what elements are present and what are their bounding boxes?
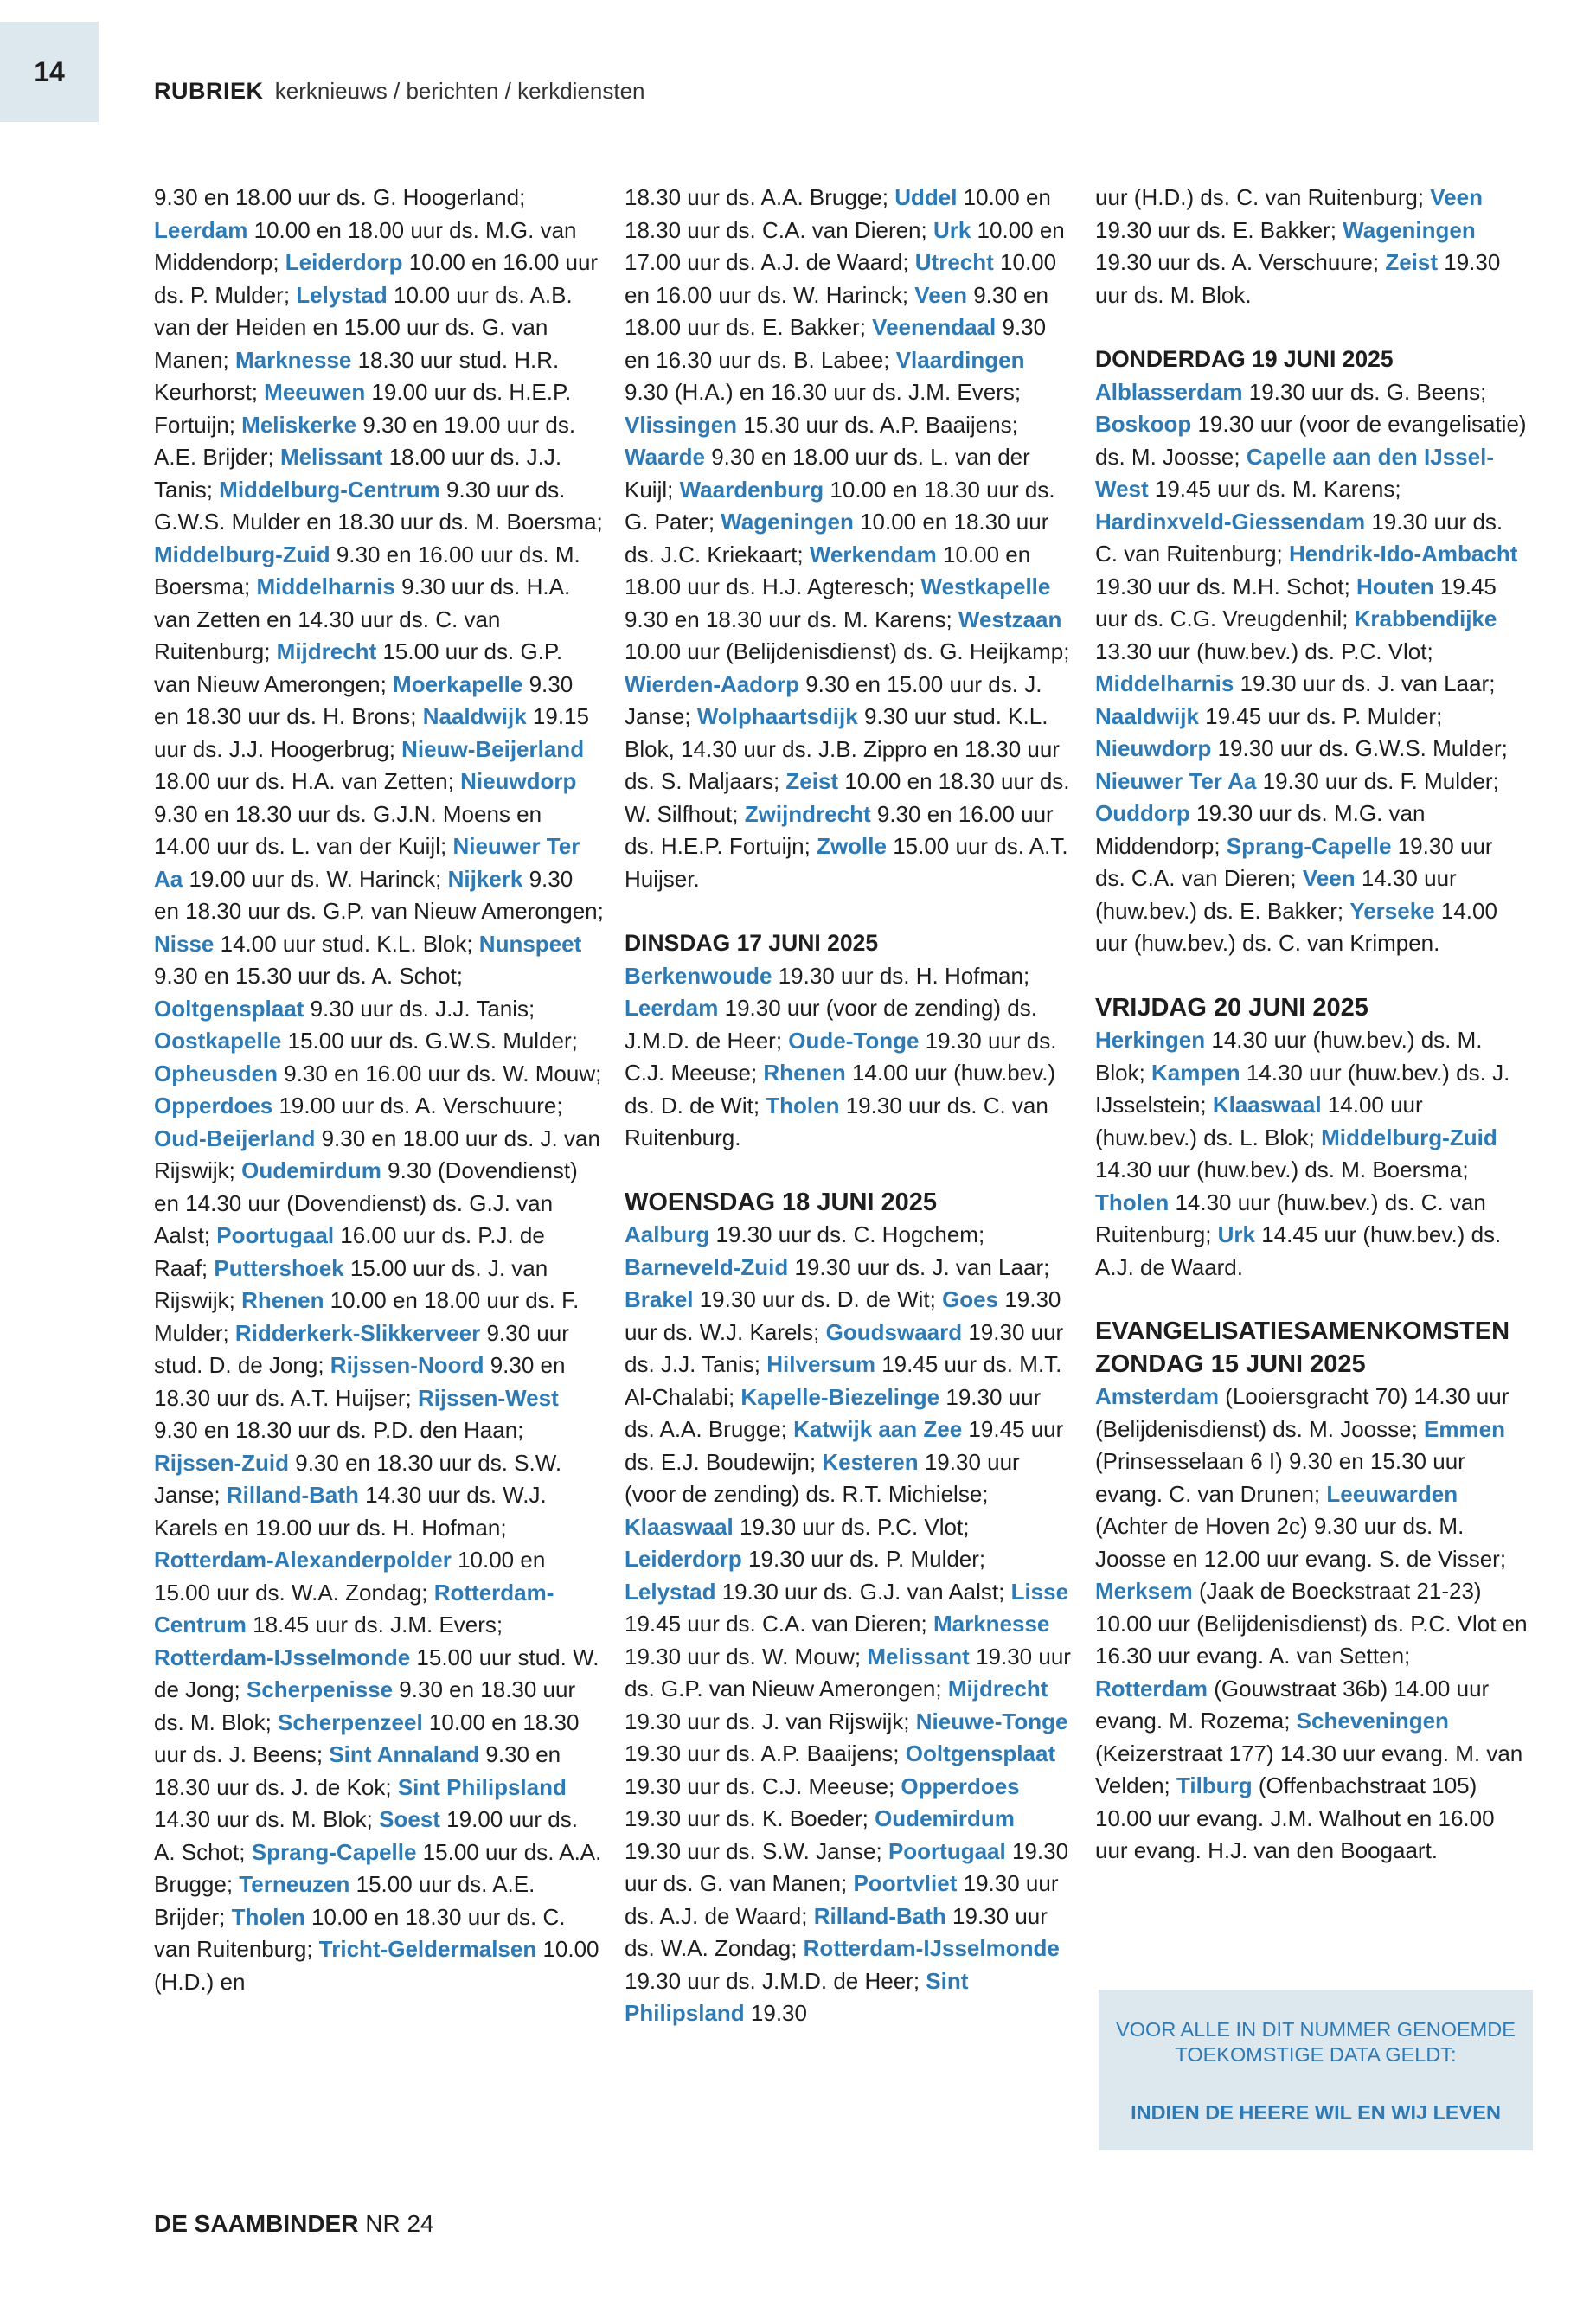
day-heading: WOENSDAG 18 JUNI 2025	[625, 1188, 938, 1216]
place-name: Naaldwijk	[1095, 702, 1199, 729]
place-name: Oudemirdum	[241, 1157, 381, 1183]
service-listing: Amsterdam (Looiersgracht 70) 14.30 uur (Belijdenisdienst) ds. M. Joosse; Emmen (Prinsesselaan 6 I) 9.30 en 15.30 uur evang. C. van Drunen; Leeuwarden (Achter de Hoven 2c) 9.30 uur ds. M. Joosse en 12.00 uur evang. S. de Visser; Merksem (Jaak de Boeckstraat 21-23) 10.00 uur (Belijdenisdienst) ds. P.C. Vlot en 16.30 uur evang. A. van Setten; Rotterdam (Gouwstraat 36b) 14.00 uur evang. M. Rozema; Scheveningen (Keizerstraat 177) 14.30 uur evang. M. van Velden; Tilburg (Offenbachstraat 105) 10.00 uur evang. J.M. Walhout en 16.00 uur evang. H.J. van den Boogaart.	[1095, 1383, 1528, 1863]
place-name: Nieuw-Beijerland	[401, 735, 585, 762]
service-listing: Berkenwoude 19.30 uur ds. H. Hofman; Leerdam 19.30 uur (voor de zending) ds. J.M.D. de Heer; Oude-Tonge 19.30 uur ds. C.J. Meeuse; Rhenen 14.00 uur (huw.bev.) ds. D. de Wit; Tholen 19.30 uur ds. C. van Ruitenburg.	[625, 962, 1057, 1150]
place-name: Veen	[1430, 184, 1483, 210]
place-name: Leiderdorp	[625, 1546, 742, 1572]
place-name: Tilburg	[1176, 1772, 1253, 1798]
place-name: Tholen	[231, 1903, 305, 1930]
place-name: Rilland-Bath	[813, 1902, 946, 1929]
place-name: Herkingen	[1095, 1027, 1206, 1053]
place-name: Houten	[1356, 573, 1434, 599]
place-name: Leerdam	[154, 216, 248, 243]
place-name: Rotterdam-Alexanderpolder	[154, 1547, 452, 1573]
place-name: Lelystad	[296, 281, 388, 308]
day-heading: DONDERDAG 19 JUNI 2025	[1095, 346, 1394, 372]
place-name: Scherpenzeel	[278, 1708, 423, 1735]
place-name: Wolphaartsdijk	[696, 703, 858, 729]
place-name: Rotterdam-IJsselmonde	[803, 1935, 1060, 1961]
place-name: Rotterdam-IJsselmonde	[154, 1644, 411, 1670]
place-name: Ooltgensplaat	[905, 1740, 1056, 1766]
place-name: Middelharnis	[256, 574, 395, 599]
place-name: Zwijndrecht	[744, 800, 871, 827]
place-name: Merksem	[1095, 1578, 1193, 1604]
place-name: Soest	[379, 1806, 440, 1832]
place-name: Urk	[1217, 1221, 1256, 1247]
place-name: Vlissingen	[625, 411, 738, 438]
place-name: Alblasserdam	[1095, 378, 1243, 405]
place-name: Klaaswaal	[1212, 1092, 1322, 1118]
place-name: Nisse	[154, 930, 215, 957]
place-name: Zeist	[1385, 249, 1439, 275]
place-name: Wierden-Aadorp	[625, 670, 799, 697]
place-name: Boskoop	[1095, 411, 1192, 437]
place-name: Nieuwe-Tonge	[915, 1708, 1068, 1734]
place-name: Lelystad	[625, 1578, 716, 1605]
place-name: Scheveningen	[1296, 1708, 1449, 1734]
place-name: Opheusden	[154, 1060, 279, 1086]
place-name: Nieuwer Ter Aa	[1095, 767, 1257, 794]
service-listing: Aalburg 19.30 uur ds. C. Hogchem; Barneveld-Zuid 19.30 uur ds. J. van Laar; Brakel 19.30 uur ds. D. de Wit; Goes 19.30 uur ds. W.J. Karels; Goudswaard 19.30 uur ds. J.J. Tanis; Hilversum 19.45 uur ds. M.T. Al-Chalabi; Kapelle-Biezelinge 19.30 uur ds. A.A. Brugge; Katwijk aan Zee 19.45 uur ds. E.J. Boudewijn; Kesteren 19.30 uur (voor de zending) ds. R.T. Michielse; Klaaswaal 19.30 uur ds. P.C. Vlot; Leiderdorp 19.30 uur ds. P. Mulder; Lelystad 19.30 uur ds. G.J. van Aalst; Lisse 19.45 uur ds. C.A. van Dieren; Marknesse 19.30 uur ds. W. Mouw; Melissant 19.30 uur ds. G.P. van Nieuw Amerongen; Mijdrecht 19.30 uur ds. J. van Rijswijk; Nieuwe-Tonge 19.30 uur ds. A.P. Baaijens; Ooltgensplaat 19.30 uur ds. C.J. Meeuse; Opperdoes 19.30 uur ds. K. Boeder; Oudemirdum 19.30 uur ds. S.W. Janse; Poortugaal 19.30 uur ds. G. van Manen; Poortvliet 19.30 uur ds. A.J. de Waard; Rilland-Bath 19.30 uur ds. W.A. Zondag; Rotterdam-IJsselmonde 19.30 uur ds. J.M.D. de Heer; Sint Philipsland 19.30	[625, 1221, 1071, 2026]
place-name: Opperdoes	[154, 1093, 273, 1118]
place-name: Melissant	[867, 1643, 970, 1670]
day-heading: VRIJDAG 20 JUNI 2025	[1095, 993, 1368, 1022]
place-name: Berkenwoude	[625, 962, 772, 989]
place-name: Rilland-Bath	[226, 1482, 359, 1508]
place-name: Melissant	[279, 444, 383, 470]
place-name: Rotterdam	[1095, 1675, 1208, 1702]
place-name: Utrecht	[914, 249, 994, 275]
place-name: Westzaan	[958, 606, 1062, 632]
place-name: Naaldwijk	[422, 703, 527, 729]
place-name: Aalburg	[625, 1221, 710, 1247]
place-name: Capelle aan den IJssel-West	[1095, 443, 1494, 502]
footer	[154, 2210, 434, 2238]
place-name: Ooltgensplaat	[154, 995, 304, 1022]
place-name: Tholen	[1095, 1189, 1170, 1215]
place-name: Veen	[1302, 865, 1356, 891]
place-name: Marknesse	[933, 1611, 1050, 1637]
place-name: Poortvliet	[853, 1870, 958, 1896]
place-name: Nieuwdorp	[460, 768, 577, 794]
place-name: Vlaardingen	[895, 346, 1025, 373]
service-listing: 9.30 en 18.00 uur ds. G. Hoogerland; Leerdam 10.00 en 18.00 uur ds. M.G. van Middendorp; Leiderdorp 10.00 en 16.00 uur ds. P. Mulder; Lelystad 10.00 uur ds. A.B. van der Heiden en 15.00 uur ds. G. van Manen; Marknesse 18.30 uur stud. H.R. Keurhorst; Meeuwen 19.00 uur ds. H.E.P. Fortuijn; Meliskerke 9.30 en 19.00 uur ds. A.E. Brijder; Melissant 18.00 uur ds. J.J. Tanis; Middelburg-Centrum 9.30 uur ds. G.W.S. Mulder en 18.30 uur ds. M. Boersma; Middelburg-Zuid 9.30 en 16.00 uur ds. M. Boersma; Middelharnis 9.30 uur ds. H.A. van Zetten en 14.30 uur ds. C. van Ruitenburg; Mijdrecht 15.00 uur ds. G.P. van Nieuw Amerongen; Moerkapelle 9.30 en 18.30 uur ds. H. Brons; Naaldwijk 19.15 uur ds. J.J. Hoogerbrug; Nieuw-Beijerland 18.00 uur ds. H.A. van Zetten; Nieuwdorp 9.30 en 18.30 uur ds. G.J.N. Moens en 14.00 uur ds. L. van der Kuijl; Nieuwer Ter Aa 19.00 uur ds. W. Harinck; Nijkerk 9.30 en 18.30 uur ds. G.P. van Nieuw Amerongen; Nisse 14.00 uur stud. K.L. Blok; Nunspeet 9.30 en 15.30 uur ds. A. Schot; Ooltgensplaat 9.30 uur ds. J.J. Tanis; Oostkapelle 15.00 uur ds. G.W.S. Mulder; Opheusden 9.30 en 16.00 uur ds. W. Mouw; Opperdoes 19.00 uur ds. A. Verschuure; Oud-Beijerland 9.30 en 18.00 uur ds. J. van Rijswijk; Oudemirdum 9.30 (Dovendienst) en 14.30 uur (Dovendienst) ds. G.J. van Aalst; Poortugaal 16.00 uur ds. P.J. de Raaf; Puttershoek 15.00 uur ds. J. van Rijswijk; Rhenen 10.00 en 18.00 uur ds. F. Mulder; Ridderkerk-Slikkerveer 9.30 uur stud. D. de Jong; Rijssen-Noord 9.30 en 18.30 uur ds. A.T. Huijser; Rijssen-West 9.30 en 18.30 uur ds. P.D. den Haan; Rijssen-Zuid 9.30 en 18.30 uur ds. S.W. Janse; Rilland-Bath 14.30 uur ds. W.J. Karels en 19.00 uur ds. H. Hofman; Rotterdam-Alexanderpolder 10.00 en 15.00 uur ds. W.A. Zondag; Rotterdam-Centrum 18.45 uur ds. J.M. Evers; Rotterdam-IJsselmonde 15.00 uur stud. W. de Jong; Scherpenisse 9.30 en 18.30 uur ds. M. Blok; Scherpenzeel 10.00 en 18.30 uur ds. J. Beens; Sint Annaland 9.30 en 18.30 uur ds. J. de Kok; Sint Philipsland 14.30 uur ds. M. Blok; Soest 19.00 uur ds. A. Schot; Sprang-Capelle 15.00 uur ds. A.A. Brugge; Terneuzen 15.00 uur ds. A.E. Brijder; Tholen 10.00 en 18.30 uur ds. C. van Ruitenburg; Tricht-Geldermalsen 10.00 (H.D.) en	[154, 184, 604, 1995]
notice-emphasis: INDIEN DE HEERE WIL EN WIJ LEVEN	[1131, 2101, 1501, 2124]
place-name: Barneveld-Zuid	[625, 1253, 789, 1280]
place-name: Poortugaal	[216, 1222, 335, 1248]
place-name: Mijdrecht	[947, 1676, 1048, 1702]
place-name: Leeuwarden	[1326, 1480, 1458, 1507]
place-name: Westkapelle	[920, 574, 1051, 599]
page-number: 14	[34, 55, 65, 87]
place-name: Leerdam	[625, 995, 719, 1021]
place-name: Hardinxveld-Giessendam	[1095, 508, 1366, 535]
place-name: Kampen	[1151, 1059, 1240, 1086]
place-name: Nijkerk	[447, 865, 523, 892]
place-name: Middelharnis	[1095, 670, 1234, 696]
place-name: Oudemirdum	[875, 1805, 1015, 1831]
place-name: Urk	[933, 216, 971, 243]
column-2	[625, 182, 1074, 2030]
place-name: Veenendaal	[872, 314, 997, 340]
place-name: Kesteren	[822, 1448, 919, 1475]
place-name: Klaaswaal	[625, 1513, 734, 1540]
place-name: Brakel	[625, 1286, 694, 1312]
service-listing: Herkingen 14.30 uur (huw.bev.) ds. M. Blok; Kampen 14.30 uur (huw.bev.) ds. J. IJsselstein; Klaaswaal 14.00 uur (huw.bev.) ds. L. Blok; Middelburg-Zuid 14.30 uur (huw.bev.) ds. M. Boersma; Tholen 14.30 uur (huw.bev.) ds. C. van Ruitenburg; Urk 14.45 uur (huw.bev.) ds. A.J. de Waard.	[1095, 1027, 1510, 1280]
place-name: Zwolle	[817, 833, 887, 859]
place-name: Waardenburg	[679, 476, 824, 503]
place-name: Ouddorp	[1095, 800, 1190, 826]
place-name: Rhenen	[241, 1287, 324, 1313]
place-name: Hilversum	[766, 1351, 875, 1377]
place-name: Scherpenisse	[246, 1676, 394, 1702]
place-name: Kapelle-Biezelinge	[740, 1383, 940, 1410]
place-name: Marknesse	[234, 346, 352, 373]
place-name: Zeist	[785, 768, 839, 794]
place-name: Sprang-Capelle	[251, 1838, 417, 1865]
place-name: Goes	[942, 1286, 999, 1312]
place-name: Katwijk aan Zee	[793, 1416, 963, 1442]
section-header	[154, 78, 645, 105]
section-subtitle: kerknieuws / berichten / kerkdiensten	[274, 78, 645, 104]
place-name: Emmen	[1424, 1415, 1505, 1442]
page-number-tab	[0, 22, 99, 122]
place-name: Wageningen	[721, 509, 854, 535]
place-name: Rijssen-Noord	[330, 1352, 484, 1378]
place-name: Middelburg-Centrum	[219, 476, 440, 503]
place-name: Middelburg-Zuid	[1321, 1124, 1497, 1150]
place-name: Moerkapelle	[393, 670, 523, 697]
place-name: Amsterdam	[1095, 1383, 1220, 1409]
notice-box	[1099, 1990, 1533, 2150]
place-name: Yerseke	[1349, 897, 1435, 924]
place-name: Mijdrecht	[276, 638, 377, 664]
place-name: Rhenen	[763, 1060, 846, 1086]
place-name: Oostkapelle	[154, 1028, 282, 1054]
section-label: RUBRIEK	[154, 78, 264, 104]
place-name: Waarde	[625, 444, 705, 470]
column-1	[154, 182, 604, 1998]
place-name: Rotterdam-Centrum	[154, 1579, 554, 1638]
place-name: Oud-Beijerland	[154, 1125, 316, 1151]
place-name: Tricht-Geldermalsen	[318, 1936, 537, 1962]
place-name: Middelburg-Zuid	[154, 541, 330, 567]
place-name: Sint Philipsland	[625, 1967, 969, 2026]
footer-publication: DE SAAMBINDER	[154, 2210, 359, 2237]
day-heading: EVANGELISATIESAMENKOMSTEN	[1095, 1317, 1510, 1345]
place-name: Nieuwdorp	[1095, 735, 1212, 761]
place-name: Werkendam	[809, 541, 937, 567]
notice-text: VOOR ALLE IN DIT NUMMER GENOEMDE TOEKOMSTIGE DATA GELDT:	[1116, 2018, 1516, 2066]
place-name: Nieuwer Ter Aa	[154, 833, 580, 892]
day-heading: ZONDAG 15 JUNI 2025	[1095, 1349, 1366, 1378]
place-name: Ridderkerk-Slikkerveer	[234, 1319, 481, 1346]
place-name: Leiderdorp	[285, 249, 403, 275]
place-name: Rijssen-West	[417, 1384, 559, 1411]
place-name: Rijssen-Zuid	[154, 1449, 290, 1476]
place-name: Krabbendijke	[1354, 606, 1497, 631]
footer-issue: NR 24	[358, 2210, 434, 2237]
place-name: Meliskerke	[241, 411, 357, 438]
place-name: Puttershoek	[214, 1254, 344, 1281]
place-name: Opperdoes	[901, 1772, 1020, 1799]
place-name: Goudswaard	[825, 1318, 963, 1345]
service-listing: uur (H.D.) ds. C. van Ruitenburg; Veen 19.30 uur ds. E. Bakker; Wageningen 19.30 uur ds. A. Verschuure; Zeist 19.30 uur ds. M. Blok.	[1095, 184, 1501, 308]
place-name: Hendrik-Ido-Ambacht	[1289, 541, 1518, 567]
service-listing: Alblasserdam 19.30 uur ds. G. Beens; Boskoop 19.30 uur (voor de evangelisatie) ds. M. Joosse; Capelle aan den IJssel-West 19.45 uur ds. M. Karens; Hardinxveld-Giessendam 19.30 uur ds. C. van Ruitenburg; Hendrik-Ido-Ambacht 19.30 uur ds. M.H. Schot; Houten 19.45 uur ds. C.G. Vreugdenhil; Krabbendijke 13.30 uur (huw.bev.) ds. P.C. Vlot; Middelharnis 19.30 uur ds. J. van Laar; Naaldwijk 19.45 uur ds. P. Mulder; Nieuwdorp 19.30 uur ds. G.W.S. Mulder; Nieuwer Ter Aa 19.30 uur ds. F. Mulder; Ouddorp 19.30 uur ds. M.G. van Middendorp; Sprang-Capelle 19.30 uur ds. C.A. van Dieren; Veen 14.30 uur (huw.bev.) ds. E. Bakker; Yerseke 14.00 uur (huw.bev.) ds. C. van Krimpen.	[1095, 378, 1527, 956]
place-name: Oude-Tonge	[788, 1027, 920, 1054]
place-name: Wageningen	[1343, 216, 1476, 243]
place-name: Terneuzen	[239, 1871, 350, 1897]
service-listing: 18.30 uur ds. A.A. Brugge; Uddel 10.00 en 18.30 uur ds. C.A. van Dieren; Urk 10.00 en 17.00 uur ds. A.J. de Waard; Utrecht 10.00 en 16.00 uur ds. W. Harinck; Veen 9.30 en 18.00 uur ds. E. Bakker; Veenendaal 9.30 en 16.30 uur ds. B. Labee; Vlaardingen 9.30 (H.A.) en 16.30 uur ds. J.M. Evers; Vlissingen 15.30 uur ds. A.P. Baaijens; Waarde 9.30 en 18.00 uur ds. L. van der Kuijl; Waardenburg 10.00 en 18.30 uur ds. G. Pater; Wageningen 10.00 en 18.30 uur ds. J.C. Kriekaart; Werkendam 10.00 en 18.00 uur ds. H.J. Agteresch; Westkapelle 9.30 en 18.30 uur ds. M. Karens; Westzaan 10.00 uur (Belijdenisdienst) ds. G. Heijkamp; Wierden-Aadorp 9.30 en 15.00 uur ds. J. Janse; Wolphaartsdijk 9.30 uur stud. K.L. Blok, 14.30 uur ds. J.B. Zippro en 18.30 uur ds. S. Maljaars; Zeist 10.00 en 18.30 uur ds. W. Silfhout; Zwijndrecht 9.30 en 16.00 uur ds. H.E.P. Fortuijn; Zwolle 15.00 uur ds. A.T. Huijser.	[625, 184, 1070, 892]
place-name: Tholen	[766, 1092, 840, 1118]
place-name: Veen	[914, 281, 967, 308]
column-3	[1095, 182, 1528, 1868]
place-name: Sint Philipsland	[397, 1773, 567, 1800]
place-name: Sint Annaland	[329, 1741, 480, 1767]
place-name: Poortugaal	[888, 1837, 1006, 1864]
place-name: Nunspeet	[478, 930, 582, 957]
place-name: Meeuwen	[264, 379, 366, 405]
place-name: Sprang-Capelle	[1226, 832, 1392, 859]
place-name: Lisse	[1010, 1578, 1069, 1605]
place-name: Uddel	[894, 184, 958, 210]
day-heading: DINSDAG 17 JUNI 2025	[625, 930, 879, 956]
